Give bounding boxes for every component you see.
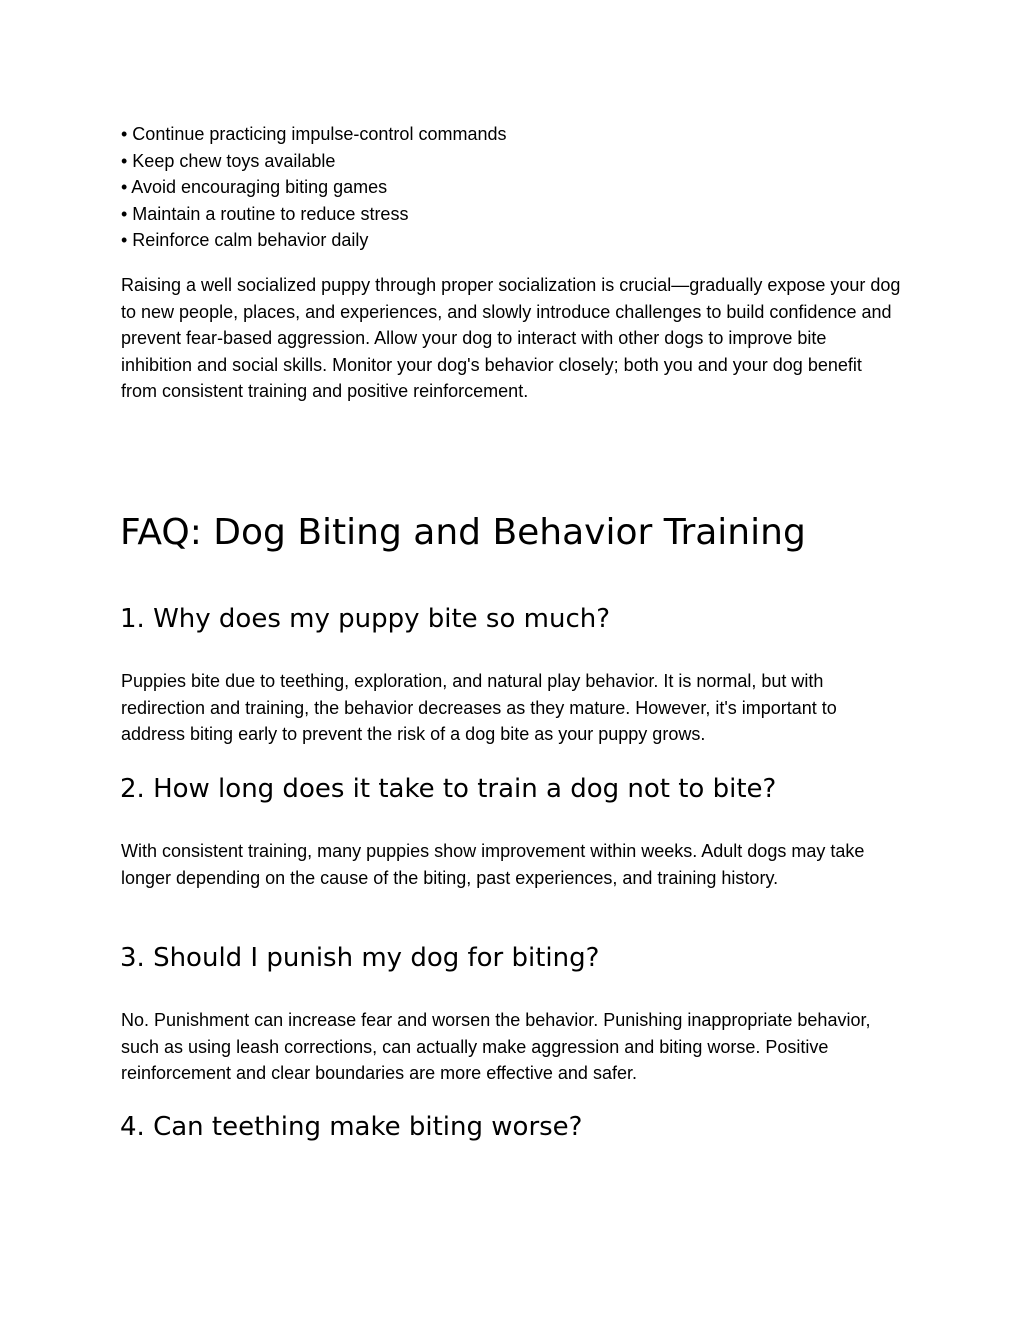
list-item: • Avoid encouraging biting games xyxy=(121,177,388,197)
list-item: • Maintain a routine to reduce stress xyxy=(121,203,409,224)
faq-question-2: 2. How long does it take to train a dog not to bite? xyxy=(120,774,777,804)
list-item: • Keep chew toys available xyxy=(121,150,336,171)
list-item: • Reinforce calm behavior daily xyxy=(121,230,369,250)
faq-question-4: 4. Can teething make biting worse? xyxy=(120,1112,583,1142)
faq-answer-2: With consistent training, many puppies show improvement within weeks. Adult dogs may take longer depending on the cause of the biting, past experiences, and training history. xyxy=(121,841,865,888)
faq-title: FAQ: Dog Biting and Behavior Training xyxy=(120,512,806,553)
list-item: • Continue practicing impulse-control commands xyxy=(121,124,507,144)
faq-question-3: 3. Should I punish my dog for biting? xyxy=(120,943,600,973)
tips-list xyxy=(121,121,506,254)
faq-answer-3: No. Punishment can increase fear and worsen the behavior. Punishing inappropriate behavior, such as using leash corrections, can actually make aggression and biting worse. Positive reinforcement and clear boundaries are more effective and safer. xyxy=(121,1010,871,1083)
faq-question-1: 1. Why does my puppy bite so much? xyxy=(120,604,611,634)
intro-paragraph: Raising a well socialized puppy through proper socialization is crucial—gradually expose your dog to new people, places, and experiences, and slowly introduce challenges to build confidence and prevent fear-based aggression. Allow your dog to interact with other dogs to improve bite inhibition and social skills. Monitor your dog's behavior closely; both you and your dog benefit from consistent training and positive reinforcement. xyxy=(121,275,901,401)
faq-answer-1: Puppies bite due to teething, exploration, and natural play behavior. It is normal, but with redirection and training, the behavior decreases as they mature. However, it's important to address biting early to prevent the risk of a dog bite as your puppy grows. xyxy=(121,671,837,744)
